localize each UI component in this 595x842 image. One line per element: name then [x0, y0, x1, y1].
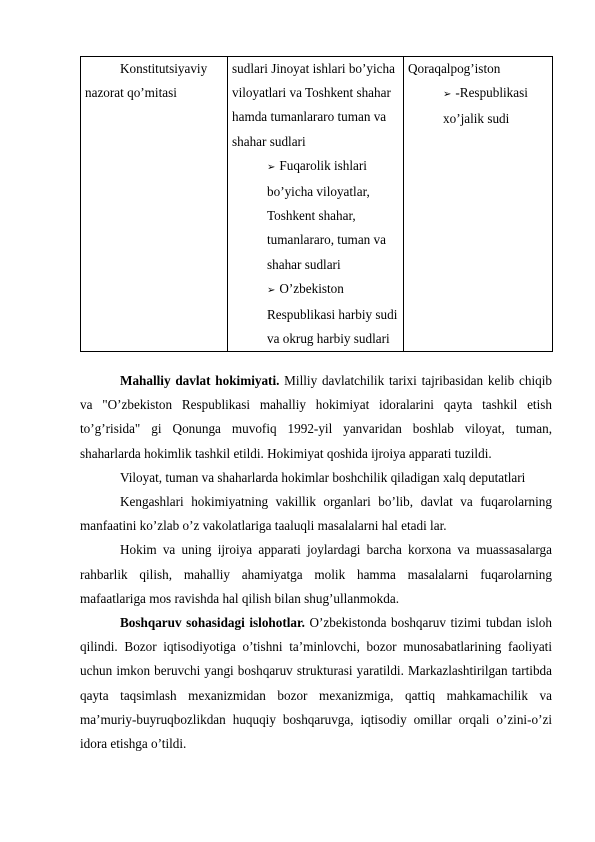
paragraph-text: O’zbekistonda boshqaruv tizimi tubdan isloh qilindi. Bozor iqtisodiyotiga o’tishni ta’minlovchi, bozor munosabatlarining faoliyati uchun imkon beruvchi yangi boshqaruv strukturasi yaratildi. Markazlashtirilgan tartibda qayta taqsimlash mexanizmidan bozor mexanizmiga, qattiq mahkamachilik va ma’muriy-buyruqbozlikdan huquqiy boshqaruvga, iqtisodiy omillar orqali o’zini-o’zi idora etishga o’tildi. — [80, 615, 552, 752]
arrow-bullet-icon: ➢ — [267, 284, 276, 296]
list-item — [232, 277, 401, 352]
list-item-label: -Respublikasi xo’jalik sudi — [443, 85, 528, 127]
paragraph — [80, 611, 552, 756]
list-item-label: Fuqarolik ishlari bo’yicha viloyatlar, Toshkent shahar, tumanlararo, tuman va shahar sudlari — [267, 157, 387, 272]
paragraph: Viloyat, tuman va shaharlarda hokimlar boshchilik qiladigan xalq deputatlari — [120, 469, 526, 485]
list-item-label: O’zbekiston Respublikasi harbiy sudi va okrug harbiy sudlari — [267, 280, 398, 347]
paragraph-heading: Mahalliy davlat hokimiyati. — [120, 373, 280, 388]
table-cell-col1 — [81, 57, 228, 352]
cell-text: Qoraqalpog’iston — [408, 61, 501, 76]
cell-text: sudlari Jinoyat ishlari bo’yicha viloyatlari va Toshkent shahar hamda tumanlararo tuman va shahar sudlari — [232, 61, 395, 149]
list-item — [232, 154, 401, 277]
paragraph-heading: Boshqaruv sohasidagi islohotlar. — [120, 615, 305, 631]
table-cell-col3 — [404, 57, 553, 352]
cell-text: nazorat qo’mitasi — [85, 85, 177, 101]
paragraph — [80, 369, 552, 466]
courts-table — [80, 56, 553, 352]
paragraph-text: Milliy davlatchilik tarixi tajribasidan kelib chiqib va "O’zbekiston Respublikasi mahalliy hokimiyat idoralarini qayta tashkil etish to’g’risida" gi Qonunga muvofiq 1992-yil yanvaridan boshlab viloyat, tuman, shaharlarda hokimlik tashkil etildi. Hokimiyat qoshida ijroiya apparati tuzildi. — [80, 373, 552, 461]
paragraph: Kengashlari hokimiyatning vakillik organlari bo’lib, davlat va fuqarolarning manfaatini ko’zlab o’z vakolatlariga taaluqli masalalarni hal etadi lar. — [80, 494, 552, 534]
cell-text: Konstitutsiyaviy — [120, 61, 208, 76]
body-text — [80, 369, 552, 756]
table-cell-col2 — [228, 57, 404, 352]
arrow-bullet-icon: ➢ — [267, 161, 276, 173]
paragraph: Hokim va uning ijroiya apparati joylardagi barcha korxona va muassasalarga rahbarlik qilish, mahalliy ahamiyatga molik hamma masalalarni fuqarolarning mafaatlariga mos ravishda hal qilish bilan shug’ullanmokda. — [80, 542, 552, 606]
arrow-bullet-icon: ➢ — [443, 89, 452, 101]
table-row — [81, 57, 553, 352]
list-item — [408, 81, 550, 131]
